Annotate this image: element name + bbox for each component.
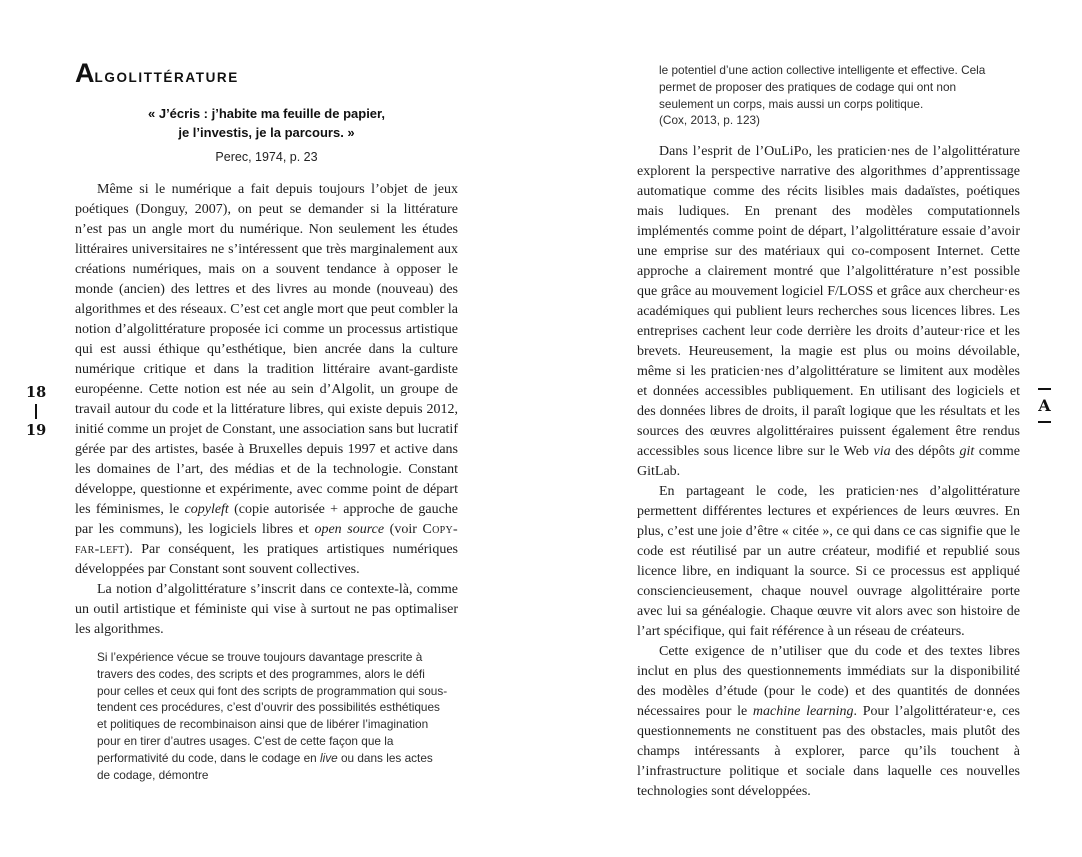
paragraph-text: . Pour l’algolittérateur·e, ces questionnements ne constituent pas des obstacles, mais plutôt des champs intéressants à explorer, parce qu’ils touchent à l’infrastructure politique et sociale dans laquelle ces nouvelles technologies sont développées. [637, 704, 1020, 800]
italic-term-live: live [319, 750, 338, 765]
paragraph-text: Même si le numérique a fait depuis toujours l’objet de jeux poétiques (Donguy, 2007), on peut se demander si la littérature n’est pas un angle mort du numérique. Non seulement les études littéraires universitaires ne s’intéressent que très marginalement aux créations numériques, mais on a souvent tendance à opposer le monde (ancien) des lettres et des livres au monde (nouveau) des algorithmes et des réseaux. C’est cet angle mort que peut combler la notion d’algolittérature proposée ici comme un processus artistique qui est aussi éthique qu’esthétique, bien ancrée dans la culture numérique critique et dans la tradition littéraire avant-gardiste européenne. Cette notion est née au sein d’Algolit, un groupe de travail autour du code et la littérature libres, qui existe depuis 2012, initié comme un projet de Constant, une association sans but lucratif gérée par des artistes, basée à Bruxelles depuis 1997 et active dans les domaines de l’art, des médias et de la technologie. Constant développe, questionne et expérimente, avec comme point de départ les féminismes, le [75, 182, 458, 517]
page-number-top: 18 [26, 384, 47, 401]
left-page [75, 60, 458, 783]
thumb-index-letter: A [1038, 396, 1051, 415]
epigraph-attribution: Perec, 1974, p. 23 [215, 150, 318, 164]
right-page [637, 62, 1020, 802]
entry-title-initial: A [75, 58, 95, 88]
blockquote-continuation [659, 62, 1011, 129]
epigraph-line-2: je l’investis, je la parcours. » [178, 125, 355, 140]
page-numbers [26, 384, 46, 439]
page-number-divider [35, 404, 37, 419]
italic-term-open-source: open source [314, 522, 385, 537]
body-paragraph: La notion d’algolittérature s’inscrit dans ce contexte-là, comme un outil artistique et féministe qui vise à surtout ne pas optimaliser les algorithmes. [75, 582, 458, 637]
italic-term-copyleft: copyleft [184, 502, 229, 517]
page-number-bottom: 19 [26, 422, 47, 439]
body-paragraph: En partageant le code, les praticien·nes d’algolittérature permettent différentes lectures et expériences de leurs œuvres. En plus, c’est une joie d’être « citée », ce qui dans ce cas signifie que le code est réutilisé par un autre créateur, modifié et republié sous licence libre, en indiquant la source. Si ce processus est appliqué consciencieusement, chaque nouvel ouvrage algolittéraire porte avec lui sa généalogie. Chaque œuvre vit alors avec son histoire de l’art spécifique, qui fait référence à un réseau de créateurs. [637, 484, 1020, 640]
body-paragraph [637, 642, 1020, 802]
italic-term-git: git [959, 444, 975, 460]
quote-text: ou dans les actes de codage, démontre [97, 750, 433, 782]
entry-title-rest: LGOLITTÉRATURE [94, 70, 239, 85]
paragraph-text: Cette exigence de n’utiliser que du code et des textes libres inclut en plus des questionnements immédiats sur la disponibilité des modèles d’étude (pour le code) et des quantités de données nécessaires pour le [637, 644, 1020, 720]
body-paragraph [75, 180, 458, 580]
paragraph-text: (voir [384, 522, 423, 537]
paragraph-text: comme GitLab. [637, 444, 1020, 480]
body-paragraph [637, 142, 1020, 482]
blockquote [97, 649, 449, 783]
paragraph-text: (copie autorisée + approche de gauche par les communs), les logiciels libres et [75, 502, 458, 537]
thumb-index-rule-bottom [1038, 421, 1051, 423]
cross-reference-copy-far-left: Copy-far-left [75, 522, 458, 557]
quote-text: le potentiel d’une action collective intelligente et effective. Cela permet de proposer des pratiques de codage qui ont non seulement un corps, mais aussi un corps politique. [659, 63, 986, 111]
italic-term-machine-learning: machine learning [752, 704, 854, 720]
entry-title [75, 60, 458, 87]
thumb-index-rule-top [1038, 388, 1051, 390]
alphabet-thumb-index [1038, 388, 1051, 423]
paragraph-text: ). Par conséquent, les pratiques artistiques numériques développées par Constant sont souvent collectives. [75, 542, 458, 577]
quote-citation: (Cox, 2013, p. 123) [659, 113, 760, 128]
epigraph-line-1: « J’écris : j’habite ma feuille de papier, [148, 106, 385, 121]
paragraph-text: Dans l’esprit de l’OuLiPo, les praticien·nes de l’algolittérature explorent la perspective narrative des algorithmes d’apprentissage automatique comme des récits lisibles mais dadaïstes, poétiques mais ludiques. En prenant des modèles computationnels implémentés comme point de départ, l’algolittérature essaie d’avoir une emprise sur des matériaux qui co-composent Internet. Cette approche a clairement montré que l’algolittérature n’est possible que grâce au mouvement logiciel F/LOSS et grâce aux chercheur·es académiques qui publient leurs recherches sous licences libres. Les entreprises cachent leur code derrière les droits d’auteur·rice et les brevets. Heureusement, la magie est plus ou moins dévoilable, même si les praticien·nes d’algolittérature se limitent aux modèles et données accessibles publiquement. En utilisant des logiciels et des données libres de droits, il paraît logique que les résultats et les sources des œuvres algolittéraires puissent également être rendus accessibles sous licence libre sur le Web [637, 144, 1020, 460]
epigraph [75, 104, 458, 164]
paragraph-text: des dépôts [890, 444, 960, 460]
quote-text: Si l’expérience vécue se trouve toujours davantage prescrite à travers des codes, des scripts et des programmes, alors le défi pour celles et ceux qui font des scripts de programmation qui sous-tendent ces procédures, c’est d’ouvrir des possibilités esthétiques et politiques de recombinaison ainsi que de libérer l’imagination pour en tirer d’autres usages. C’est de cette façon que la performativité du code, dans le codage en [97, 650, 448, 765]
italic-term-via: via [873, 444, 891, 460]
